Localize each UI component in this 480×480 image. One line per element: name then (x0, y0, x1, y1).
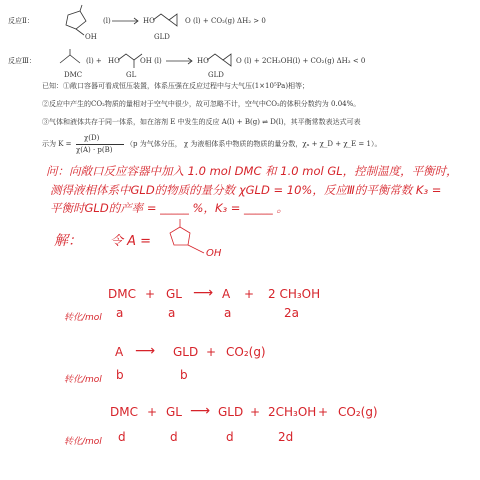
reaction3-ho-label: HO (108, 57, 120, 65)
eq3-arrow: ⟶ (190, 403, 211, 419)
eq3-value-ch3oh: 2d (278, 430, 294, 444)
solution-label: 解： (54, 233, 82, 249)
gld-structure-icon (153, 10, 183, 30)
reaction2-label: 反应Ⅱ： (8, 17, 34, 25)
reaction3-dmc-label: DMC (64, 71, 83, 79)
question-line-3: 平衡时GLD的产率 = _____ %，K₃ = _____ 。 (50, 201, 288, 215)
eq3-value-gld: d (226, 430, 234, 444)
eq2-gld: GLD (173, 345, 199, 359)
eq1-dmc: DMC (108, 287, 136, 301)
eq1-value-dmc: a (116, 306, 124, 320)
eq1-value-a: a (224, 306, 232, 320)
reaction2-product: O (l) + CO₂(g) ΔH₂ > 0 (185, 17, 266, 25)
note-4-suffix: （p 为气体分压， χ 为液相体系中物质的物质的量分数，χₐ + χ_D + χ_E = 1）。 (126, 140, 382, 148)
eq1-value-gl: a (168, 306, 176, 320)
dmc-structure-icon (58, 3, 108, 43)
fraction-bar (76, 144, 124, 145)
reaction2-ho-label: HO (143, 17, 155, 25)
reaction3-reactant2-tag: OH (l) (140, 57, 162, 65)
eq1-arrow: ⟶ (193, 285, 214, 301)
question-line-2: 测得液相体系中GLD的物质的量分数 χGLD = 10%，反应Ⅲ的平衡常数 K₃ = (50, 183, 442, 197)
eq2-a: A (115, 345, 124, 359)
eq3-value-gl: d (170, 430, 178, 444)
let-text: 令 A = (110, 234, 152, 249)
eq2-value-a: b (116, 368, 124, 382)
reaction3-label: 反应Ⅲ： (8, 57, 36, 65)
reaction3-ho-label-2: HO (197, 57, 209, 65)
eq1-plus-2: + (244, 287, 255, 301)
eq1-gl: GL (166, 287, 182, 301)
eq3-value-dmc: d (118, 430, 126, 444)
note-2: ②反应中产生的CO₂物质的量相对于空气中很少，故可忽略不计，空气中CO₂的体积分数约为 0.04%。 (42, 100, 361, 108)
a-oh-tag: OH (206, 248, 222, 259)
gld-structure-icon-2 (207, 50, 237, 70)
formula-numerator: χ(D) (84, 134, 100, 142)
eq1-value-ch3oh: 2a (284, 306, 299, 320)
reaction2-arrow-tag: (l) (103, 17, 111, 25)
eq3-plus-2: + (250, 405, 261, 419)
eq3-gl: GL (166, 405, 182, 419)
eq3-dmc: DMC (110, 405, 138, 419)
note-known: 已知：①敞口容器可看成恒压装置，体系压强在反应过程中与大气压(1×10⁵Pa)相等； (42, 82, 310, 90)
reaction2-oh-label: OH (85, 33, 97, 41)
conv-label-3: 转化/mol (64, 437, 102, 447)
conv-label-2: 转化/mol (64, 375, 102, 385)
eq1-a: A (222, 287, 231, 301)
reaction3-reactant1-tag: (l) + (86, 57, 102, 65)
note-3: ③气体和液体共存于同一体系，如在溶剂 E 中发生的反应 A(l) + B(g) ⇌ D(l)，其平衡常数表达式可表 (42, 118, 361, 126)
eq2-plus: + (206, 345, 217, 359)
reaction-arrow-icon-2 (166, 56, 196, 66)
question-line-1: 问：向敞口反应容器中加入 1.0 mol DMC 和 1.0 mol GL，控制温度，平衡时， (46, 164, 458, 178)
conv-label-1: 转化/mol (64, 313, 102, 323)
eq2-co2: CO₂(g) (226, 345, 266, 359)
reaction3-gld-label: GLD (208, 71, 224, 79)
eq1-plus-1: + (145, 287, 156, 301)
eq3-co2: CO₂(g) (338, 405, 378, 419)
reaction2-gld-label: GLD (154, 33, 170, 41)
eq3-plus-3: + (318, 405, 329, 419)
reaction-arrow-icon (112, 16, 142, 26)
eq2-arrow: ⟶ (135, 343, 156, 359)
formula-denominator: χ(A) · p(B) (76, 146, 113, 154)
eq3-plus-1: + (147, 405, 158, 419)
reaction3-gl-label: GL (126, 71, 137, 79)
eq1-ch3oh: 2 CH₃OH (268, 287, 321, 301)
reaction3-product: O (l) + 2CH₃OH(l) + CO₂(g) ΔH₃ < 0 (236, 57, 366, 65)
eq3-ch3oh: 2CH₃OH (268, 405, 317, 419)
note-4-prefix: 示为 K = (42, 140, 72, 148)
eq3-gld: GLD (218, 405, 244, 419)
eq2-value-gld: b (180, 368, 188, 382)
